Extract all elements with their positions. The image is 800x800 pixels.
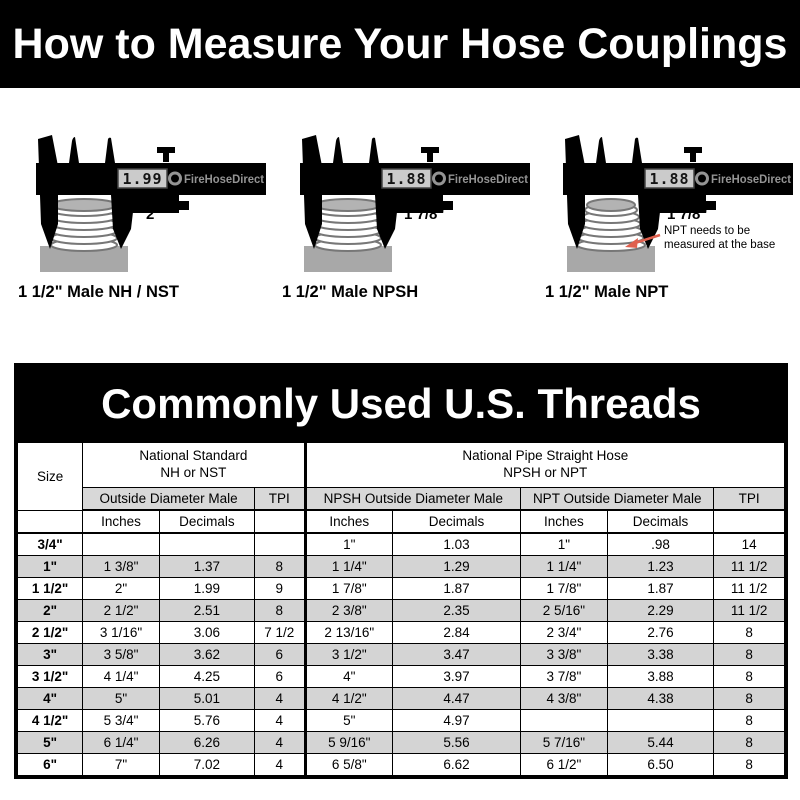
cell-npsh-inches: 2 3/8" [305,600,392,622]
cell-npsh-decimals: 2.84 [393,622,521,644]
col-header-size: Size [18,443,83,511]
cell-npt-decimals: 2.29 [607,600,714,622]
cell-nh-decimals: 4.25 [159,666,254,688]
cell-tpi2: 8 [714,732,785,754]
cell-size: 1" [18,556,83,578]
diagram-npsh [282,128,534,302]
cell-nh-decimals: 2.51 [159,600,254,622]
cell-size: 3 1/2" [18,666,83,688]
cell-npsh-decimals: 5.56 [393,732,521,754]
cell-nh-inches: 3 5/8" [83,644,160,666]
header-subgroup-row [18,488,785,511]
table-row [18,732,785,754]
cell-npt-inches: 2 5/16" [521,600,608,622]
cell-npt-inches: 1 1/4" [521,556,608,578]
cell-nh-decimals: 1.37 [159,556,254,578]
cell-nh-inches: 2" [83,578,160,600]
cell-size: 2 1/2" [18,622,83,644]
cell-nh-tpi: 4 [254,688,305,710]
annotation-line2: measured at the base [664,239,776,251]
cell-nh-tpi: 4 [254,732,305,754]
table-row [18,666,785,688]
cell-npsh-inches: 3 1/2" [305,644,392,666]
cell-nh-tpi: 6 [254,644,305,666]
threads-table-section [14,363,788,779]
cell-npsh-inches: 4 1/2" [305,688,392,710]
caliper-illustration [18,128,270,280]
table-header [18,443,785,534]
table-title-banner [17,366,785,442]
cell-npt-decimals: 3.38 [607,644,714,666]
cell-nh-inches: 5 3/4" [83,710,160,732]
col-header-npt-od-male: NPT Outside Diameter Male [521,488,714,511]
measurement-label: 2" [146,206,162,223]
cell-nh-decimals: 3.62 [159,644,254,666]
cell-size: 3/4" [18,533,83,556]
cell-size: 4 1/2" [18,710,83,732]
cell-nh-tpi: 6 [254,666,305,688]
cell-nh-tpi: 9 [254,578,305,600]
cell-size: 1 1/2" [18,578,83,600]
cell-tpi2: 11 1/2 [714,600,785,622]
group-npsh-line2: NPSH or NPT [503,465,588,480]
cell-npt-inches: 3 7/8" [521,666,608,688]
cell-tpi2: 8 [714,644,785,666]
table-row [18,688,785,710]
cell-npsh-decimals: 6.62 [393,754,521,776]
cell-nh-inches [83,533,160,556]
cell-size: 6" [18,754,83,776]
cell-npsh-inches: 1" [305,533,392,556]
cell-nh-inches: 6 1/4" [83,732,160,754]
table-row [18,710,785,732]
lcd-reading: 1.99 [122,170,163,188]
cell-npt-inches: 6 1/2" [521,754,608,776]
cell-nh-decimals [159,533,254,556]
cell-nh-decimals: 5.01 [159,688,254,710]
cell-tpi2: 8 [714,754,785,776]
cell-nh-decimals: 6.26 [159,732,254,754]
cell-nh-inches: 3 1/16" [83,622,160,644]
page-header-banner [0,0,800,88]
measurement-diagrams [0,88,800,363]
header-group-row [18,443,785,488]
cell-npsh-inches: 2 13/16" [305,622,392,644]
group-nh-line2: NH or NST [160,465,227,480]
cell-npt-decimals: .98 [607,533,714,556]
group-nh-line1: National Standard [139,448,248,464]
cell-nh-tpi: 8 [254,600,305,622]
cell-npsh-inches: 4" [305,666,392,688]
cell-npsh-inches: 1 7/8" [305,578,392,600]
cell-nh-tpi: 8 [254,556,305,578]
cell-npt-inches: 1" [521,533,608,556]
table-row [18,533,785,556]
figure-caption: 1 1/2" Male NH / NST [18,283,179,301]
table-row [18,578,785,600]
figure-caption: 1 1/2" Male NPSH [282,283,419,301]
measurement-label: 1 7/8" [667,206,708,223]
cell-npsh-decimals: 3.47 [393,644,521,666]
cell-nh-tpi: 7 1/2 [254,622,305,644]
table-body [18,533,785,776]
cell-npt-decimals: 2.76 [607,622,714,644]
cell-nh-tpi [254,533,305,556]
cell-npsh-decimals: 4.47 [393,688,521,710]
cell-npsh-decimals: 1.03 [393,533,521,556]
cell-tpi2: 11 1/2 [714,556,785,578]
cell-npt-inches: 4 3/8" [521,688,608,710]
table-title: Commonly Used U.S. Threads [101,380,701,427]
cell-size: 5" [18,732,83,754]
col-header-inches-nh: Inches [83,510,160,533]
col-group-national-standard [83,443,305,488]
cell-tpi2: 8 [714,710,785,732]
measurement-label: 1 7/8" [404,206,445,223]
cell-npt-decimals [607,710,714,732]
col-header-tpi2: TPI [714,488,785,511]
cell-tpi2: 8 [714,622,785,644]
threads-table [17,442,785,776]
cell-tpi2: 14 [714,533,785,556]
page-title: How to Measure Your Hose Couplings [12,19,788,68]
col-header-blank-tpi [254,510,305,533]
cell-nh-decimals: 7.02 [159,754,254,776]
lcd-reading: 1.88 [649,170,690,188]
cell-npt-decimals: 1.23 [607,556,714,578]
cell-npsh-inches: 6 5/8" [305,754,392,776]
cell-nh-decimals: 1.99 [159,578,254,600]
cell-size: 2" [18,600,83,622]
diagram-nh-nst [18,128,270,302]
cell-npt-decimals: 4.38 [607,688,714,710]
table-row [18,754,785,776]
cell-size: 4" [18,688,83,710]
header-units-row [18,510,785,533]
annotation-line1: NPT needs to be [664,225,751,237]
cell-tpi2: 11 1/2 [714,578,785,600]
cell-npt-inches: 3 3/8" [521,644,608,666]
cell-npt-decimals: 1.87 [607,578,714,600]
brand-text: FireHoseDirect [184,174,265,186]
table-row [18,622,785,644]
col-header-npsh-od-male: NPSH Outside Diameter Male [305,488,521,511]
cell-npsh-inches: 1 1/4" [305,556,392,578]
col-header-blank-size [18,510,83,533]
cell-npsh-inches: 5" [305,710,392,732]
brand-text: FireHoseDirect [711,174,792,186]
col-header-inches-npsh: Inches [305,510,392,533]
cell-npsh-decimals: 2.35 [393,600,521,622]
brand-text: FireHoseDirect [448,174,529,186]
cell-nh-inches: 5" [83,688,160,710]
table-row [18,556,785,578]
col-group-national-pipe-straight-hose [305,443,784,488]
cell-nh-inches: 7" [83,754,160,776]
col-header-decimals-npt: Decimals [607,510,714,533]
cell-npsh-inches: 5 9/16" [305,732,392,754]
col-header-inches-npt: Inches [521,510,608,533]
cell-size: 3" [18,644,83,666]
cell-npt-decimals: 6.50 [607,754,714,776]
cell-npt-decimals: 5.44 [607,732,714,754]
cell-npt-inches: 1 7/8" [521,578,608,600]
col-header-od-male: Outside Diameter Male [83,488,255,511]
caliper-illustration [282,128,534,280]
cell-nh-decimals: 3.06 [159,622,254,644]
cell-npsh-decimals: 4.97 [393,710,521,732]
coupling-threads [315,199,381,251]
cell-npsh-decimals: 1.29 [393,556,521,578]
caliper-illustration [545,128,797,280]
col-header-decimals-nh: Decimals [159,510,254,533]
cell-npsh-decimals: 3.97 [393,666,521,688]
col-header-blank-tpi2 [714,510,785,533]
cell-npt-inches [521,710,608,732]
group-npsh-line1: National Pipe Straight Hose [462,448,629,464]
table-row [18,600,785,622]
coupling-threads [51,199,117,251]
lcd-reading: 1.88 [386,170,427,188]
cell-nh-tpi: 4 [254,754,305,776]
cell-npt-inches: 5 7/16" [521,732,608,754]
cell-tpi2: 8 [714,688,785,710]
figure-caption: 1 1/2" Male NPT [545,283,669,301]
col-header-tpi: TPI [254,488,305,511]
cell-nh-tpi: 4 [254,710,305,732]
col-header-decimals-npsh: Decimals [393,510,521,533]
cell-nh-decimals: 5.76 [159,710,254,732]
cell-tpi2: 8 [714,666,785,688]
cell-nh-inches: 2 1/2" [83,600,160,622]
table-row [18,644,785,666]
cell-npsh-decimals: 1.87 [393,578,521,600]
cell-nh-inches: 4 1/4" [83,666,160,688]
diagram-npt [545,128,797,302]
cell-nh-inches: 1 3/8" [83,556,160,578]
cell-npt-inches: 2 3/4" [521,622,608,644]
cell-npt-decimals: 3.88 [607,666,714,688]
